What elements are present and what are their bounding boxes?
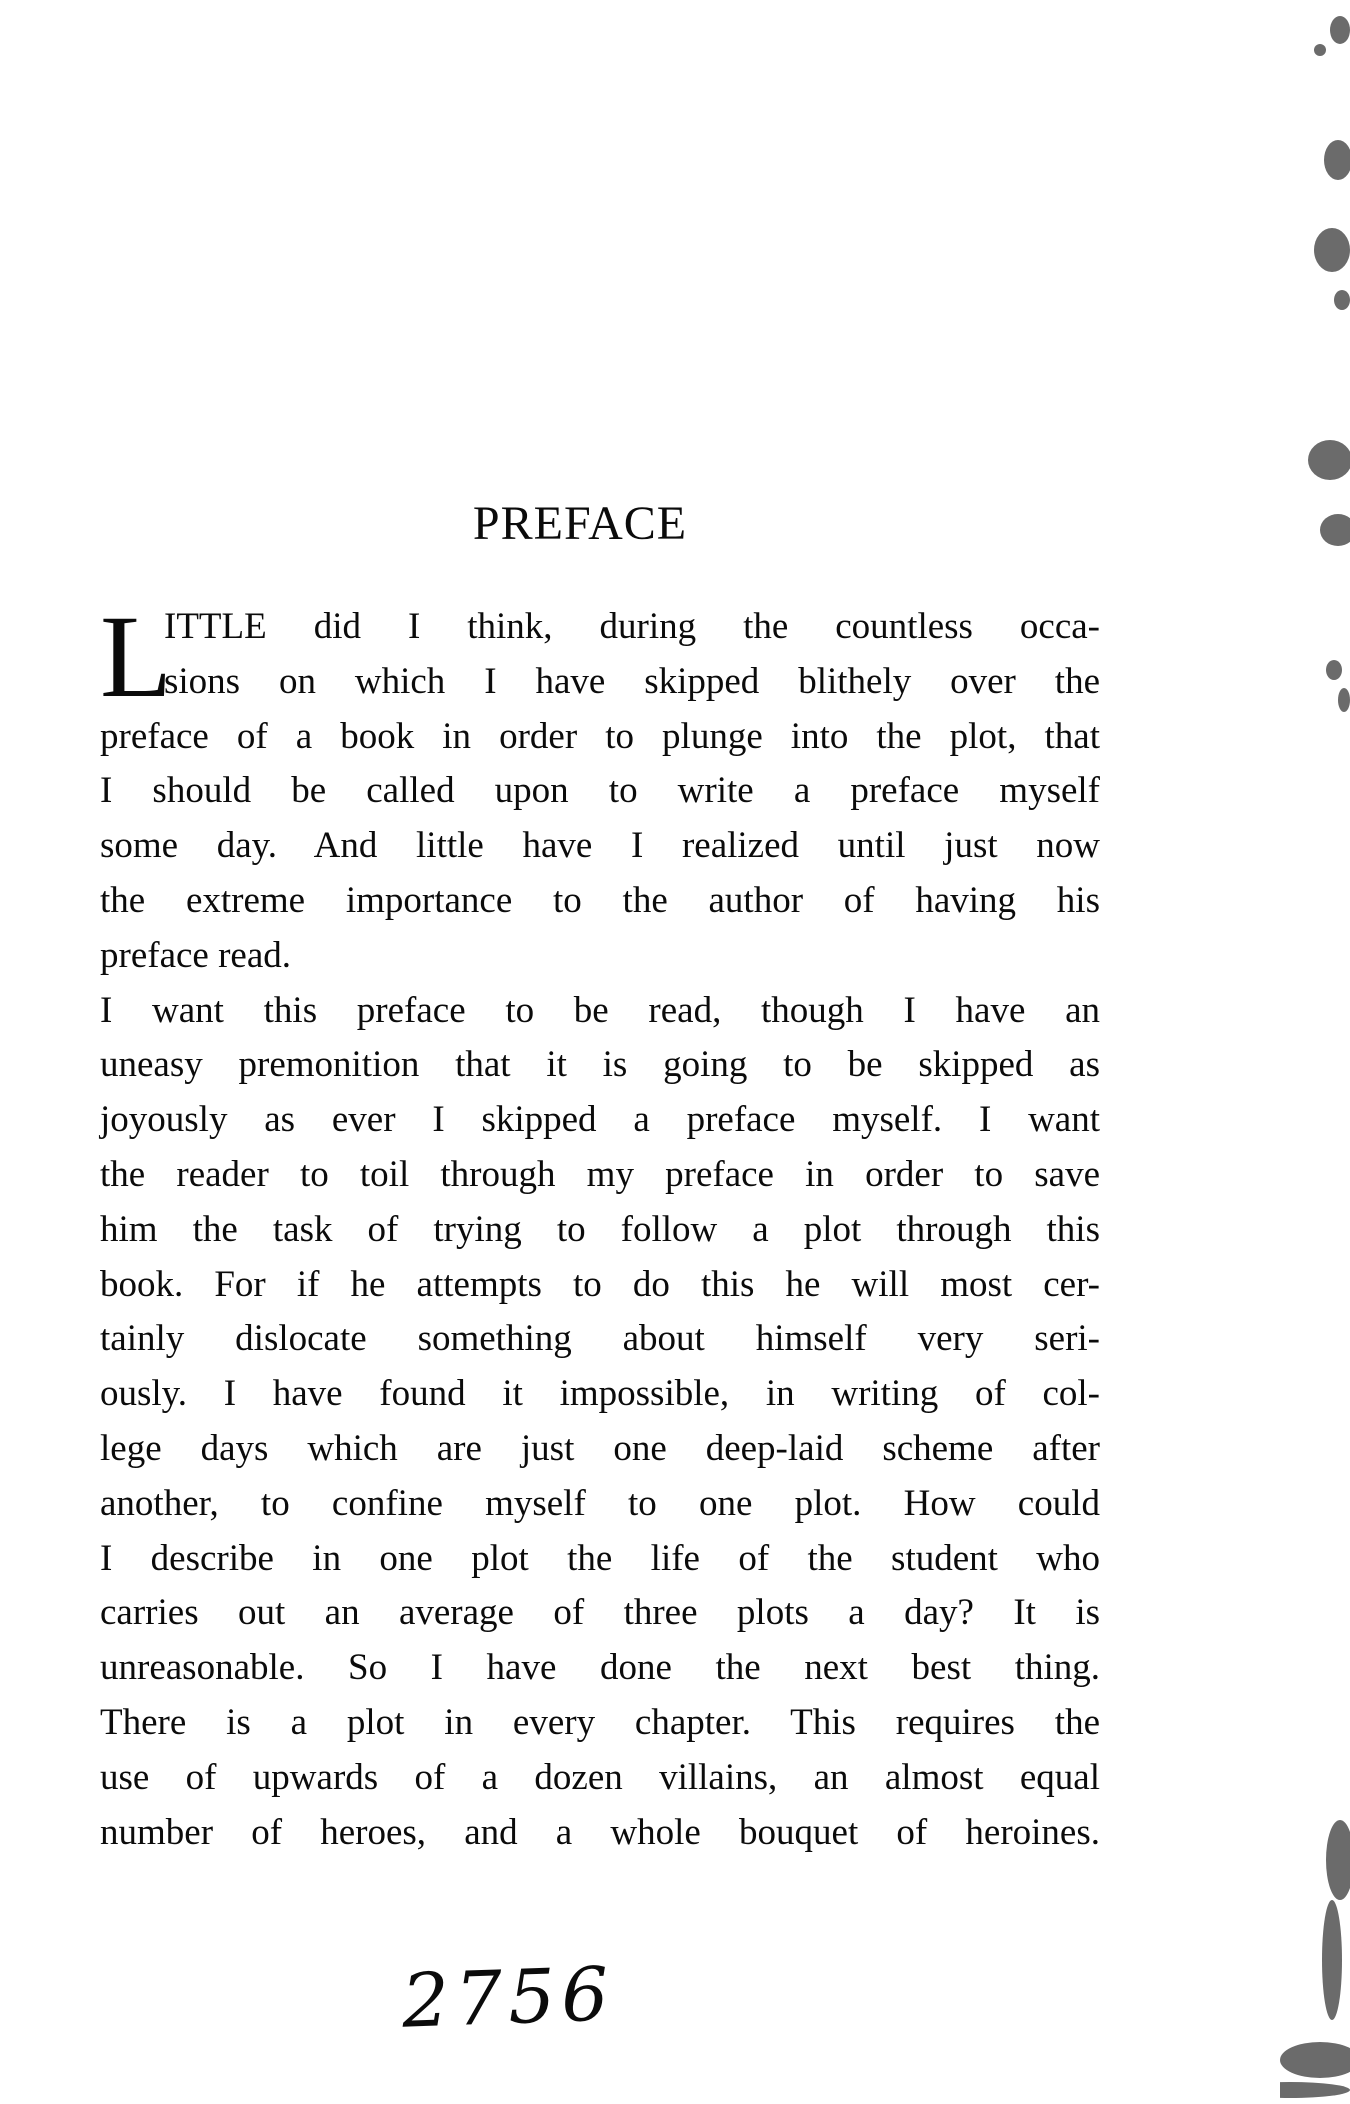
- text-line: There is a plot in every chapter. This requires the: [100, 1701, 1100, 1743]
- text-line: carries out an average of three plots a day? It is: [100, 1592, 1100, 1634]
- text-line: number of heroes, and a whole bouquet of heroines.: [100, 1811, 1100, 1853]
- paragraph-1: [100, 591, 1100, 984]
- text-line: ously. I have found it impossible, in writing of col-: [100, 1373, 1100, 1415]
- text-line: another, to confine myself to one plot. How could: [100, 1482, 1100, 1524]
- text-line: lege days which are just one deep-laid scheme after: [100, 1427, 1100, 1469]
- preface-body: [100, 591, 1100, 1860]
- text-line: preface read.: [100, 934, 291, 976]
- text-line: sions on which I have skipped blithely over the: [164, 660, 1100, 702]
- text-line: ITTLE did I think, during the countless occa-: [164, 606, 1100, 647]
- handwritten-number: 2756: [400, 1951, 616, 2045]
- text-line: book. For if he attempts to do this he will most cer-: [100, 1263, 1100, 1305]
- text-line: use of upwards of a dozen villains, an almost equal: [100, 1756, 1100, 1798]
- text-line: I describe in one plot the life of the student who: [100, 1537, 1100, 1579]
- text-line: joyously as ever I skipped a preface myself. I want: [100, 1099, 1100, 1141]
- text-line: tainly dislocate something about himself very seri-: [100, 1318, 1100, 1360]
- paragraph-2: [100, 984, 1100, 1861]
- text-line: I want this preface to be read, though I have an: [100, 989, 1100, 1031]
- text-line: the reader to toil through my preface in order to save: [100, 1153, 1100, 1195]
- text-line: some day. And little have I realized until just now: [100, 825, 1100, 867]
- page-heading: PREFACE: [472, 497, 688, 550]
- text-line: uneasy premonition that it is going to be skipped as: [100, 1044, 1100, 1086]
- text-line: preface of a book in order to plunge into the plot, that: [100, 715, 1100, 757]
- text-line: unreasonable. So I have done the next best thing.: [100, 1647, 1100, 1689]
- text-line: him the task of trying to follow a plot through this: [100, 1208, 1100, 1250]
- page-edge-stain: [1280, 0, 1350, 2104]
- drop-cap-letter: L: [100, 591, 173, 722]
- text-line: the extreme importance to the author of having his: [100, 879, 1100, 921]
- text-line: I should be called upon to write a preface myself: [100, 770, 1100, 812]
